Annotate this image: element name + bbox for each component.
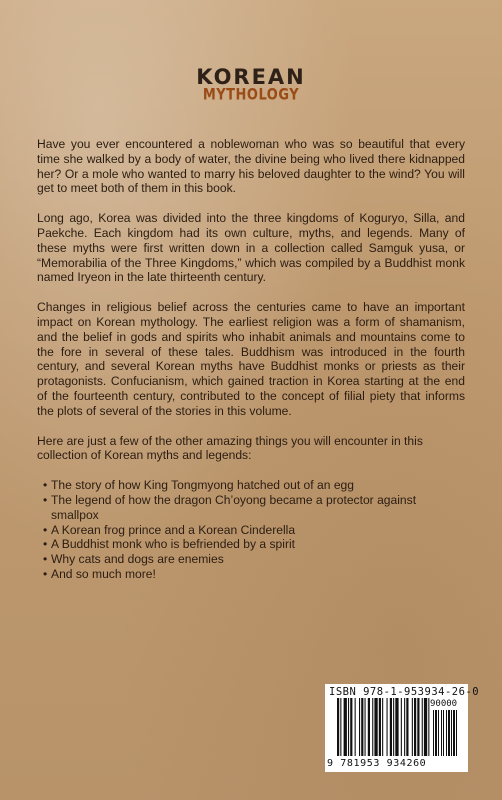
barcode-addon-bar [443,710,444,756]
barcode-bar [401,698,402,756]
blurb-paragraph-1: Have you ever encountered a noblewoman who was so beautiful that every time she walked by a body of water, the divine being who lived there kidnapped her? Or a mole who wanted to marry his beloved daughter to the wind? You will get to meet both of them in this book. [37,137,465,196]
list-item-text: A Buddhist monk who is befriended by a spirit [51,537,296,552]
barcode-bar [379,698,381,756]
list-item [43,523,465,538]
list-item [43,537,465,552]
barcode-bar [414,698,416,756]
barcode-bar [348,698,349,756]
list-item-text: A Korean frog prince and a Korean Cinderella [51,522,296,537]
barcode-bar [382,698,383,756]
barcode-digits: 9 781953 934260 [327,758,427,769]
barcode-bar [368,698,370,756]
barcode-bar [344,698,347,756]
barcode-bar [361,698,363,756]
isbn-label: ISBN 978-1-953934-26-0 [329,686,480,698]
list-item-text: Why cats and dogs are enemies [51,552,224,567]
barcode-bar [422,698,423,756]
barcode-addon-bar [433,710,434,756]
barcode-bar [365,698,366,756]
blurb-text [37,137,465,582]
barcode-bar [374,698,377,756]
barcode-addon-bar [435,710,437,756]
bullet-icon: • [43,566,48,581]
barcode-bar [390,698,392,756]
barcode-bar [393,698,394,756]
barcode-bar [359,698,360,756]
blurb-paragraph-3: Changes in religious belief across the centuries came to have an important impact on Korean mythology. The earliest religion was a form of shamanism, and the belief in gods and spirits who inhabit animals and mountains come to the fore in several of these tales. Buddhism was introduced in the fourth century, and several Korean myths have Buddhist monks or priests as their protagonists. Confucianism, which gained traction in Korea starting at the end of the fourteenth century, contributed to the concept of filial piety that informs the plots of several of the stories in this volume. [37,300,465,418]
barcode-bar [424,698,427,756]
list-item-text: The legend of how the dragon Ch’oyong became a protector against smallpox [51,492,417,522]
barcode-bar [412,698,413,756]
title-mythology: MYTHOLOGY [202,86,300,105]
bullet-icon: • [43,537,48,552]
barcode-addon-bar [441,710,442,756]
barcode-bar [428,698,429,756]
barcode-addon-bar [448,710,450,756]
barcode-bar [340,698,341,756]
barcode-bar [337,698,339,756]
barcode-bar [404,698,405,756]
bullet-icon: • [43,478,48,493]
isbn-barcode [325,684,480,772]
barcode-bar [395,698,398,756]
list-item [43,552,465,567]
barcode-addon-bar [446,710,447,756]
book-title [0,66,502,104]
barcode-addon-bar [456,710,457,756]
bullet-icon: • [43,522,48,537]
list-item [43,493,465,523]
barcode-bar [417,698,419,756]
barcode-bars [329,698,464,758]
barcode-bar [406,698,408,756]
barcode-addon-bar [438,710,439,756]
price-code: 90000 [430,699,458,709]
bullet-icon: • [43,492,48,507]
barcode-bar [355,698,356,756]
barcode-bar [387,698,388,756]
highlights-list [43,478,465,582]
list-item [43,478,465,493]
barcode-addon-bar [451,710,452,756]
blurb-paragraph-4: Here are just a few of the other amazing things you will encounter in this collection of Korean myths and legends: [37,433,423,463]
barcode-bar [350,698,352,756]
list-item-text: The story of how King Tongmyong hatched out of an egg [51,478,354,493]
blurb-paragraph-2: Long ago, Korea was divided into the three kingdoms of Koguryo, Silla, and Paekche. Each kingdom had its own culture, myths, and legends. Many of these myths were first written down in a collection called Samguk yusa, or “Memorabilia of the Three Kingdoms,” which was compiled by a Buddhist monk named Iryeon in the late thirteenth century. [37,211,465,285]
list-item-text: And so much more! [51,566,156,581]
bullet-icon: • [43,552,48,567]
title-korean: KOREAN [196,65,306,89]
list-item [43,567,465,582]
barcode-bar [372,698,373,756]
barcode-addon-bar [453,710,455,756]
